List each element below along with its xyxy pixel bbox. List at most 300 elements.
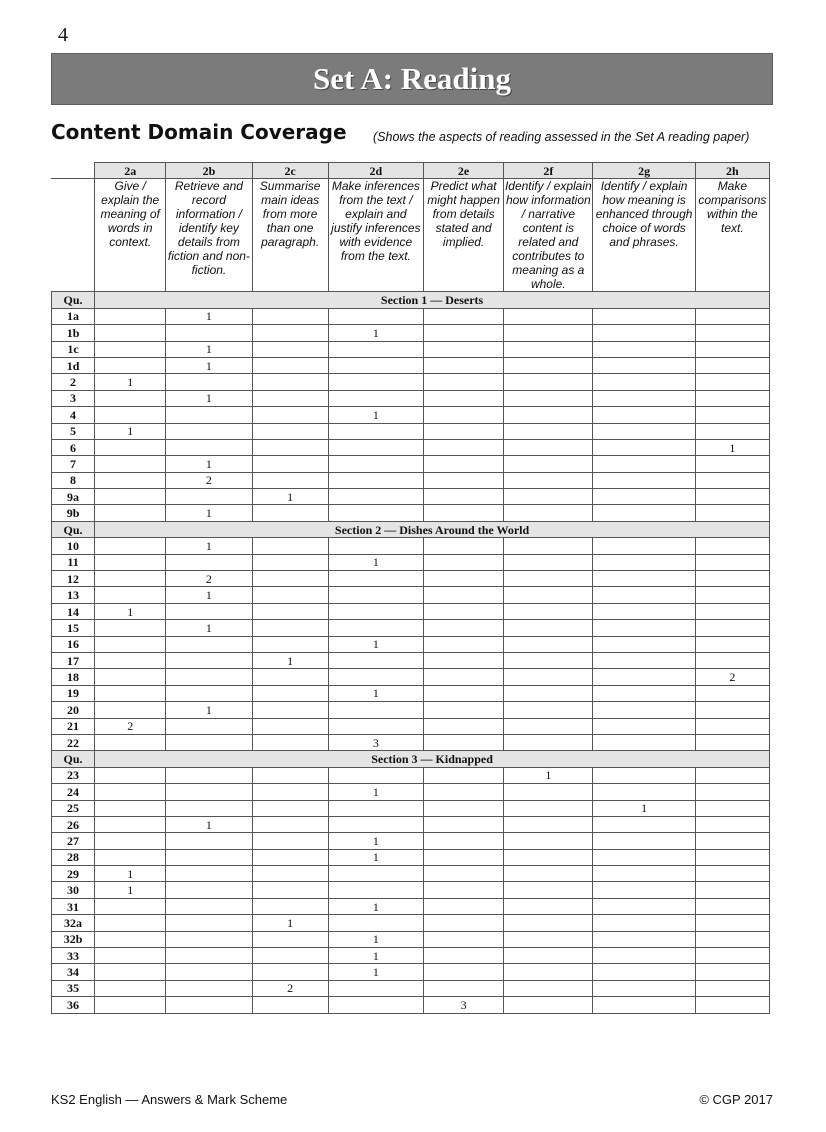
mark-cell <box>166 980 252 996</box>
table-row <box>52 308 770 324</box>
mark-cell <box>423 472 503 488</box>
mark-cell <box>504 636 593 652</box>
table-row <box>52 980 770 996</box>
mark-cell <box>423 784 503 800</box>
mark-cell <box>423 767 503 783</box>
mark-cell <box>504 866 593 882</box>
question-number: 1c <box>52 341 95 357</box>
mark-cell: 1 <box>166 702 252 718</box>
table-row <box>52 390 770 406</box>
question-number: 21 <box>52 718 95 734</box>
mark-cell <box>328 702 423 718</box>
mark-cell: 1 <box>166 308 252 324</box>
corner-cell <box>52 179 95 292</box>
mark-cell <box>504 538 593 554</box>
mark-cell: 1 <box>328 325 423 341</box>
table-row <box>52 587 770 603</box>
mark-cell <box>95 685 166 701</box>
mark-cell <box>504 882 593 898</box>
mark-cell <box>423 833 503 849</box>
mark-cell <box>95 571 166 587</box>
table-row <box>52 784 770 800</box>
mark-cell <box>504 685 593 701</box>
question-number: 33 <box>52 948 95 964</box>
mark-cell <box>328 423 423 439</box>
mark-cell: 1 <box>95 423 166 439</box>
mark-cell <box>423 357 503 373</box>
mark-cell <box>95 390 166 406</box>
mark-cell <box>252 964 328 980</box>
section-header-row <box>52 521 770 537</box>
column-description: Predict what might happen from details stated and implied. <box>423 179 503 292</box>
table-row <box>52 456 770 472</box>
mark-cell <box>95 931 166 947</box>
mark-cell <box>328 980 423 996</box>
mark-cell <box>252 325 328 341</box>
table-row <box>52 489 770 505</box>
mark-cell: 1 <box>166 505 252 521</box>
mark-cell <box>328 472 423 488</box>
mark-cell <box>252 948 328 964</box>
mark-cell <box>166 439 252 455</box>
mark-cell <box>423 620 503 636</box>
mark-cell <box>504 931 593 947</box>
mark-cell: 1 <box>95 866 166 882</box>
question-number: 12 <box>52 571 95 587</box>
mark-cell <box>95 767 166 783</box>
mark-cell <box>252 800 328 816</box>
question-number: 26 <box>52 816 95 832</box>
mark-cell <box>593 997 695 1013</box>
mark-cell: 1 <box>504 767 593 783</box>
mark-cell <box>695 571 769 587</box>
mark-cell <box>252 357 328 373</box>
mark-cell <box>166 669 252 685</box>
mark-cell: 1 <box>166 341 252 357</box>
mark-cell <box>252 374 328 390</box>
mark-cell: 1 <box>328 948 423 964</box>
mark-cell <box>695 734 769 750</box>
mark-cell <box>593 603 695 619</box>
mark-cell <box>252 767 328 783</box>
question-number: 29 <box>52 866 95 882</box>
mark-cell <box>95 702 166 718</box>
mark-cell <box>504 702 593 718</box>
mark-cell <box>695 685 769 701</box>
mark-cell: 3 <box>423 997 503 1013</box>
mark-cell <box>504 833 593 849</box>
mark-cell <box>328 800 423 816</box>
mark-cell: 1 <box>166 620 252 636</box>
mark-cell <box>593 587 695 603</box>
mark-cell <box>423 489 503 505</box>
mark-cell <box>328 489 423 505</box>
mark-cell <box>328 505 423 521</box>
mark-cell: 1 <box>593 800 695 816</box>
question-number: 15 <box>52 620 95 636</box>
mark-cell <box>252 833 328 849</box>
mark-cell <box>423 423 503 439</box>
mark-cell <box>695 603 769 619</box>
mark-cell: 3 <box>328 734 423 750</box>
mark-cell <box>166 374 252 390</box>
mark-cell <box>328 866 423 882</box>
mark-cell <box>166 915 252 931</box>
question-number: 16 <box>52 636 95 652</box>
mark-cell <box>252 882 328 898</box>
banner-title: Set A: Reading <box>312 61 512 96</box>
table-row <box>52 898 770 914</box>
mark-cell <box>95 652 166 668</box>
mark-cell <box>695 980 769 996</box>
mark-cell <box>95 620 166 636</box>
mark-cell: 1 <box>166 587 252 603</box>
mark-cell <box>328 620 423 636</box>
mark-cell <box>166 603 252 619</box>
mark-cell <box>593 931 695 947</box>
column-code: 2b <box>166 163 252 179</box>
mark-cell <box>593 898 695 914</box>
mark-cell <box>504 948 593 964</box>
table-row <box>52 882 770 898</box>
mark-cell <box>166 423 252 439</box>
page-subheading: (Shows the aspects of reading assessed in the Set A reading paper) <box>373 130 750 144</box>
table-row <box>52 997 770 1013</box>
table-row <box>52 685 770 701</box>
footer-left: KS2 English — Answers & Mark Scheme <box>51 1092 288 1107</box>
mark-cell <box>593 423 695 439</box>
mark-cell <box>593 718 695 734</box>
mark-cell <box>328 669 423 685</box>
question-number: 2 <box>52 374 95 390</box>
mark-cell <box>328 571 423 587</box>
mark-cell <box>504 915 593 931</box>
mark-cell <box>95 800 166 816</box>
mark-cell <box>504 308 593 324</box>
mark-cell <box>504 718 593 734</box>
mark-cell <box>504 816 593 832</box>
mark-cell <box>166 407 252 423</box>
question-number: 8 <box>52 472 95 488</box>
question-number: 28 <box>52 849 95 865</box>
table-row <box>52 538 770 554</box>
mark-cell <box>95 816 166 832</box>
mark-cell <box>166 997 252 1013</box>
column-description: Summarise main ideas from more than one paragraph. <box>252 179 328 292</box>
mark-cell <box>95 915 166 931</box>
mark-cell <box>695 898 769 914</box>
mark-cell: 1 <box>328 931 423 947</box>
mark-cell <box>423 308 503 324</box>
mark-cell <box>423 669 503 685</box>
question-number: 35 <box>52 980 95 996</box>
mark-cell <box>328 915 423 931</box>
mark-cell <box>504 357 593 373</box>
mark-cell <box>593 669 695 685</box>
question-number: 24 <box>52 784 95 800</box>
mark-cell <box>252 898 328 914</box>
table-row <box>52 702 770 718</box>
mark-cell: 1 <box>166 816 252 832</box>
table-row <box>52 554 770 570</box>
question-number: 11 <box>52 554 95 570</box>
column-description: Make inferences from the text / explain and justify inferences with evidence from the text. <box>328 179 423 292</box>
mark-cell <box>252 620 328 636</box>
mark-cell <box>695 308 769 324</box>
qu-label: Qu. <box>52 521 95 537</box>
question-number: 1a <box>52 308 95 324</box>
mark-cell <box>504 980 593 996</box>
corner-cell <box>52 163 95 179</box>
mark-cell: 1 <box>695 439 769 455</box>
mark-cell <box>695 800 769 816</box>
question-number: 1b <box>52 325 95 341</box>
mark-cell <box>166 800 252 816</box>
mark-cell <box>593 882 695 898</box>
mark-cell: 1 <box>328 685 423 701</box>
mark-cell <box>95 357 166 373</box>
mark-cell <box>695 816 769 832</box>
mark-cell <box>504 341 593 357</box>
mark-cell: 1 <box>95 603 166 619</box>
mark-cell <box>423 702 503 718</box>
mark-cell <box>504 456 593 472</box>
page-heading: Content Domain Coverage <box>51 120 347 144</box>
question-number: 31 <box>52 898 95 914</box>
mark-cell <box>504 374 593 390</box>
mark-cell <box>328 882 423 898</box>
column-code: 2d <box>328 163 423 179</box>
mark-cell <box>593 308 695 324</box>
mark-cell <box>328 538 423 554</box>
mark-cell <box>252 718 328 734</box>
mark-cell <box>252 734 328 750</box>
footer-right: © CGP 2017 <box>699 1092 773 1107</box>
title-banner <box>51 53 773 105</box>
mark-cell <box>423 538 503 554</box>
mark-cell <box>252 849 328 865</box>
mark-cell <box>423 915 503 931</box>
mark-cell <box>252 685 328 701</box>
qu-label: Qu. <box>52 751 95 767</box>
mark-cell <box>252 505 328 521</box>
mark-cell <box>593 341 695 357</box>
mark-cell <box>252 341 328 357</box>
mark-cell <box>328 308 423 324</box>
mark-cell <box>695 505 769 521</box>
mark-cell: 2 <box>252 980 328 996</box>
mark-cell <box>695 554 769 570</box>
mark-cell: 1 <box>166 456 252 472</box>
mark-cell <box>252 636 328 652</box>
column-code: 2g <box>593 163 695 179</box>
question-number: 9a <box>52 489 95 505</box>
mark-cell <box>423 931 503 947</box>
mark-cell: 1 <box>166 538 252 554</box>
table-row <box>52 325 770 341</box>
table-row <box>52 472 770 488</box>
mark-cell: 1 <box>328 833 423 849</box>
mark-cell <box>504 849 593 865</box>
column-description: Make comparisons within the text. <box>695 179 769 292</box>
mark-cell <box>695 489 769 505</box>
table-row <box>52 439 770 455</box>
mark-cell <box>423 816 503 832</box>
mark-cell <box>252 931 328 947</box>
mark-cell <box>252 407 328 423</box>
mark-cell: 1 <box>252 915 328 931</box>
mark-cell <box>166 489 252 505</box>
mark-cell <box>504 472 593 488</box>
mark-cell <box>695 866 769 882</box>
mark-cell <box>166 882 252 898</box>
question-number: 7 <box>52 456 95 472</box>
question-number: 25 <box>52 800 95 816</box>
mark-cell <box>593 390 695 406</box>
mark-cell <box>166 866 252 882</box>
mark-cell <box>695 882 769 898</box>
table-row <box>52 866 770 882</box>
mark-cell: 1 <box>252 652 328 668</box>
mark-cell <box>95 538 166 554</box>
mark-cell <box>695 964 769 980</box>
mark-cell <box>593 767 695 783</box>
mark-cell <box>593 964 695 980</box>
mark-cell: 1 <box>328 636 423 652</box>
question-number: 3 <box>52 390 95 406</box>
mark-cell: 1 <box>166 390 252 406</box>
column-code: 2c <box>252 163 328 179</box>
question-number: 22 <box>52 734 95 750</box>
mark-cell <box>328 357 423 373</box>
table-row <box>52 374 770 390</box>
table-row <box>52 734 770 750</box>
mark-cell <box>423 636 503 652</box>
mark-cell <box>252 587 328 603</box>
mark-cell <box>95 980 166 996</box>
column-description: Give / explain the meaning of words in context. <box>95 179 166 292</box>
mark-cell <box>423 980 503 996</box>
mark-cell <box>328 439 423 455</box>
mark-cell <box>328 374 423 390</box>
mark-cell <box>593 833 695 849</box>
mark-cell <box>166 898 252 914</box>
mark-cell <box>593 866 695 882</box>
mark-cell: 1 <box>328 784 423 800</box>
mark-cell <box>166 734 252 750</box>
mark-cell <box>695 833 769 849</box>
mark-cell <box>593 439 695 455</box>
mark-cell <box>252 997 328 1013</box>
mark-cell <box>423 571 503 587</box>
mark-cell <box>166 948 252 964</box>
question-number: 36 <box>52 997 95 1013</box>
mark-cell <box>593 505 695 521</box>
table-row <box>52 423 770 439</box>
mark-cell <box>95 948 166 964</box>
mark-cell <box>695 931 769 947</box>
table-row <box>52 767 770 783</box>
mark-cell <box>328 816 423 832</box>
column-description: Retrieve and record information / identify key details from fiction and non-fiction. <box>166 179 252 292</box>
column-description: Identify / explain how meaning is enhanced through choice of words and phrases. <box>593 179 695 292</box>
question-number: 13 <box>52 587 95 603</box>
mark-cell <box>504 325 593 341</box>
mark-cell <box>328 390 423 406</box>
table-row <box>52 849 770 865</box>
table-row <box>52 915 770 931</box>
mark-cell: 1 <box>166 357 252 373</box>
mark-cell <box>695 472 769 488</box>
section-title: Section 2 — Dishes Around the World <box>95 521 770 537</box>
mark-cell <box>166 325 252 341</box>
mark-cell <box>252 456 328 472</box>
mark-cell <box>252 439 328 455</box>
table-row <box>52 948 770 964</box>
mark-cell <box>328 652 423 668</box>
table-row <box>52 931 770 947</box>
mark-cell <box>423 439 503 455</box>
mark-cell <box>504 669 593 685</box>
mark-cell <box>504 505 593 521</box>
mark-cell <box>593 734 695 750</box>
mark-cell <box>95 439 166 455</box>
mark-cell <box>504 997 593 1013</box>
mark-cell <box>695 784 769 800</box>
question-number: 30 <box>52 882 95 898</box>
mark-cell <box>166 685 252 701</box>
mark-cell <box>593 554 695 570</box>
mark-cell <box>695 357 769 373</box>
mark-cell <box>423 554 503 570</box>
mark-cell <box>504 390 593 406</box>
mark-cell <box>166 784 252 800</box>
mark-cell <box>423 407 503 423</box>
table-row <box>52 800 770 816</box>
mark-cell <box>95 784 166 800</box>
column-code: 2f <box>504 163 593 179</box>
mark-cell <box>593 702 695 718</box>
mark-cell <box>695 767 769 783</box>
mark-cell <box>166 833 252 849</box>
mark-cell <box>504 489 593 505</box>
mark-cell <box>328 718 423 734</box>
table-row <box>52 669 770 685</box>
column-code: 2h <box>695 163 769 179</box>
table-row <box>52 816 770 832</box>
mark-cell <box>95 341 166 357</box>
question-number: 4 <box>52 407 95 423</box>
mark-cell <box>593 636 695 652</box>
mark-cell <box>504 784 593 800</box>
mark-cell <box>328 341 423 357</box>
mark-cell <box>593 325 695 341</box>
mark-cell: 2 <box>695 669 769 685</box>
mark-cell <box>423 341 503 357</box>
mark-cell <box>328 603 423 619</box>
mark-cell: 1 <box>328 964 423 980</box>
mark-cell: 1 <box>95 374 166 390</box>
mark-cell <box>504 734 593 750</box>
mark-cell <box>423 849 503 865</box>
mark-cell <box>252 571 328 587</box>
table-row <box>52 505 770 521</box>
mark-cell <box>252 866 328 882</box>
mark-cell <box>328 456 423 472</box>
mark-cell <box>695 849 769 865</box>
question-number: 34 <box>52 964 95 980</box>
question-number: 6 <box>52 439 95 455</box>
